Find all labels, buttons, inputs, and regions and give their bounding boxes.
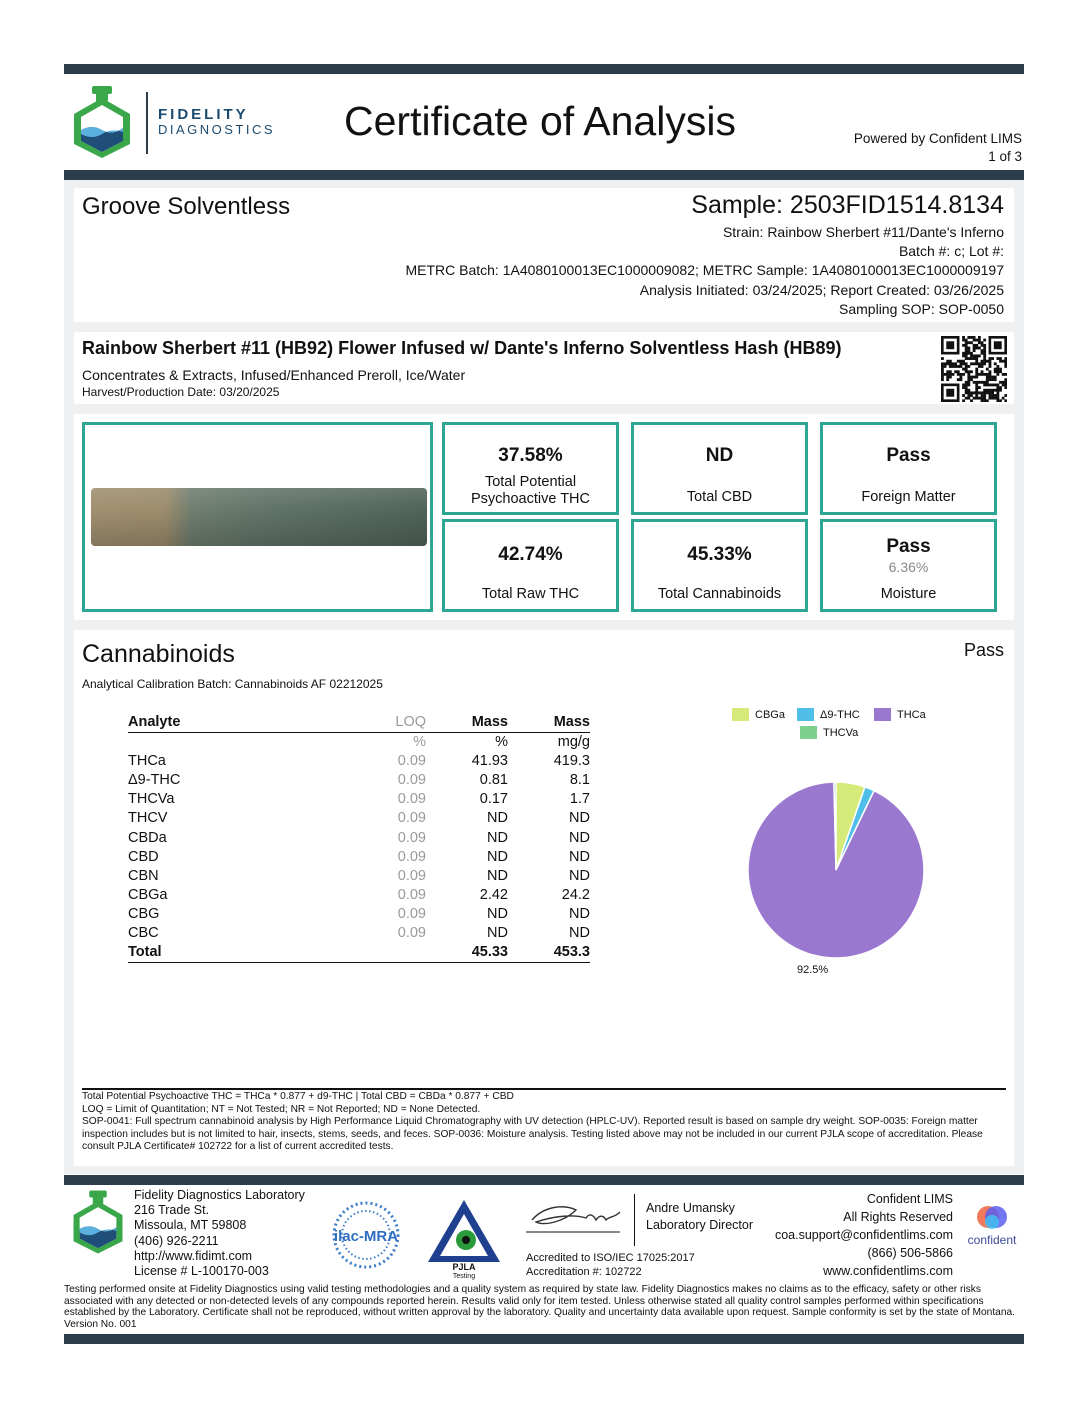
total-thc-label-line2: Psychoactive THC bbox=[471, 491, 590, 507]
mass-mg-cell: 419.3 bbox=[553, 752, 590, 769]
pjla-text: PJLA bbox=[452, 1262, 476, 1272]
analyte-cell: THCVa bbox=[128, 791, 175, 808]
footer-top-bar bbox=[64, 1175, 1024, 1185]
footnote-abbrev: LOQ = Limit of Quantitation; NT = Not Tested; NR = Not Reported; ND = None Detected. bbox=[82, 1103, 481, 1115]
lab-city: Missoula, MT 59808 bbox=[134, 1218, 247, 1233]
loq-cell: 0.09 bbox=[397, 887, 426, 904]
mass-pct-cell: 2.42 bbox=[479, 887, 508, 904]
total-cbd-box bbox=[631, 422, 808, 515]
confident-email[interactable]: coa.support@confidentlims.com bbox=[774, 1228, 953, 1242]
mass-mg-cell: ND bbox=[569, 829, 590, 846]
sampling-sop: Sampling SOP: SOP-0050 bbox=[839, 301, 1004, 317]
ilac-mra-text: ilac-MRA bbox=[333, 1228, 399, 1245]
director-title: Laboratory Director bbox=[646, 1218, 753, 1232]
unit-mass-mg: mg/g bbox=[557, 733, 590, 750]
raw-thc-box bbox=[442, 519, 619, 612]
pjla-logo bbox=[426, 1198, 502, 1280]
analyte-cell: THCa bbox=[128, 752, 166, 769]
mass-pct-cell: 0.81 bbox=[479, 771, 508, 788]
accreditation-iso: Accredited to ISO/IEC 17025:2017 bbox=[526, 1252, 695, 1264]
product-title: Rainbow Sherbert #11 (HB92) Flower Infused w/ Dante's Inferno Solventless Hash (HB89) bbox=[82, 338, 842, 358]
fidelity-flask-logo-small bbox=[70, 1188, 126, 1256]
footnote-rule bbox=[82, 1088, 1006, 1090]
legend-swatch bbox=[874, 708, 891, 721]
lab-address bbox=[134, 1188, 305, 1279]
analyte-cell: THCV bbox=[128, 810, 168, 827]
table-header-row bbox=[128, 712, 590, 732]
total-thc-label-line1: Total Potential bbox=[484, 474, 577, 490]
mass-pct-cell: 41.93 bbox=[471, 752, 508, 769]
analyte-cell: CBD bbox=[128, 848, 159, 865]
table-row bbox=[128, 790, 590, 809]
sample-id: Sample: 2503FID1514.8134 bbox=[691, 191, 1004, 219]
mass-pct-cell: ND bbox=[487, 906, 508, 923]
analyte-cell: CBG bbox=[128, 906, 160, 923]
loq-cell: 0.09 bbox=[397, 791, 426, 808]
accreditation-info bbox=[526, 1251, 695, 1279]
brand-name: FIDELITY bbox=[158, 106, 249, 123]
header-analyte: Analyte bbox=[128, 712, 358, 732]
total-cbd-value: ND bbox=[705, 445, 734, 466]
brand-subtitle: DIAGNOSTICS bbox=[158, 122, 276, 137]
total-cannabinoids-value: 45.33% bbox=[687, 544, 752, 565]
mass-pct-cell: ND bbox=[487, 848, 508, 865]
analyte-cell: CBC bbox=[128, 925, 159, 942]
mass-pct-cell: ND bbox=[487, 867, 508, 884]
header-mass-mg: Mass bbox=[508, 712, 590, 732]
total-label-cell: Total bbox=[128, 943, 358, 962]
total-cannabinoids-label: Total Cannabinoids bbox=[657, 586, 782, 602]
total-pct-cell: 45.33 bbox=[426, 943, 508, 962]
pjla-testing-text: Testing bbox=[452, 1273, 476, 1280]
mass-mg-cell: ND bbox=[569, 906, 590, 923]
table-row bbox=[128, 828, 590, 847]
legend-swatch bbox=[800, 726, 817, 739]
analyte-cell: CBN bbox=[128, 867, 159, 884]
loq-cell: 0.09 bbox=[397, 810, 426, 827]
product-photo bbox=[91, 488, 427, 546]
total-thc-box bbox=[442, 422, 619, 515]
mass-pct-cell: ND bbox=[487, 810, 508, 827]
foreign-matter-box bbox=[820, 422, 997, 515]
page-number: 1 of 3 bbox=[988, 149, 1022, 164]
confident-lims-info bbox=[775, 1190, 953, 1280]
lab-phone: (406) 926-2211 bbox=[134, 1233, 219, 1248]
header-loq: LOQ bbox=[358, 712, 426, 732]
loq-cell: 0.09 bbox=[397, 925, 426, 942]
lab-website[interactable]: http://www.fidimt.com bbox=[134, 1248, 253, 1263]
analyte-cell: Δ9-THC bbox=[128, 771, 181, 788]
footnote-formula: Total Potential Psychoactive THC = THCa * 0.877 + d9-THC | Total CBD = CBDa * 0.877 + CBD bbox=[82, 1091, 514, 1102]
qr-code[interactable] bbox=[941, 336, 1007, 402]
confident-phone: (866) 506-5866 bbox=[867, 1246, 953, 1260]
pie-slice-label-thca: 92.5% bbox=[797, 964, 829, 976]
batch: Batch #: c; Lot #: bbox=[898, 243, 1004, 259]
analyte-cell: CBGa bbox=[128, 887, 168, 904]
brand-separator bbox=[146, 92, 148, 154]
loq-cell: 0.09 bbox=[397, 867, 426, 884]
unit-loq: % bbox=[413, 733, 426, 750]
fidelity-flask-logo bbox=[70, 84, 134, 160]
legend-label: CBGa bbox=[755, 708, 785, 721]
strain: Strain: Rainbow Sherbert #11/Dante's Inferno bbox=[722, 224, 1004, 240]
cannabinoid-table bbox=[128, 712, 590, 963]
mass-mg-cell: ND bbox=[569, 810, 590, 827]
product-photo-frame bbox=[82, 422, 433, 612]
page-title: Certificate of Analysis bbox=[344, 98, 736, 144]
cannabinoids-title: Cannabinoids bbox=[82, 640, 235, 668]
total-row bbox=[128, 943, 590, 962]
legend-label: THCa bbox=[897, 708, 926, 721]
footer-bottom-bar bbox=[64, 1334, 1024, 1344]
ilac-mra-logo bbox=[328, 1200, 404, 1270]
mass-mg-cell: ND bbox=[569, 867, 590, 884]
total-mg-cell: 453.3 bbox=[508, 943, 590, 962]
legend-item-thcva bbox=[800, 726, 858, 739]
legend-item-d9thc bbox=[797, 708, 860, 721]
lab-name: Fidelity Diagnostics Laboratory bbox=[134, 1188, 305, 1202]
table-row bbox=[128, 905, 590, 924]
mass-mg-cell: 24.2 bbox=[561, 887, 590, 904]
lab-license: License # L-100170-003 bbox=[134, 1264, 269, 1279]
moisture-box bbox=[820, 519, 997, 612]
loq-cell: 0.09 bbox=[397, 906, 426, 923]
cannabinoid-pie-chart bbox=[740, 774, 932, 966]
confident-rights: All Rights Reserved bbox=[843, 1210, 953, 1224]
table-row bbox=[128, 886, 590, 905]
footnote bbox=[82, 1091, 1006, 1154]
legend-label: Δ9-THC bbox=[820, 708, 860, 721]
total-thc-label bbox=[445, 474, 616, 508]
director-info bbox=[646, 1200, 753, 1234]
confident-website[interactable]: www.confidentlims.com bbox=[823, 1264, 953, 1278]
cannabinoids-result: Pass bbox=[963, 640, 1004, 660]
legend-swatch bbox=[732, 708, 749, 721]
total-cannabinoids-box bbox=[631, 519, 808, 612]
confident-name: Confident LIMS bbox=[866, 1192, 953, 1206]
lab-street: 216 Trade St. bbox=[134, 1203, 210, 1218]
header-mass-pct: Mass bbox=[426, 712, 508, 732]
harvest-date: Harvest/Production Date: 03/20/2025 bbox=[82, 385, 280, 399]
mass-pct-cell: 0.17 bbox=[479, 791, 508, 808]
table-row bbox=[128, 866, 590, 885]
legal-disclaimer: Testing performed onsite at Fidelity Diagnostics using valid testing methodologies and a quality system as required by state law. Fidelity Diagnostics makes no claims as to the efficacy, safety or other risks associated with any detected or non-detected levels of any compounds reported herein. Results valid only for item tested. Unless otherwise stated all quality control samples performed within specifications established by the Laboratory. Certificate shall not be reproduced, without written approval by the laboratory. Quality and uncertainty data available upon request. Sample conformity is set by the state of Montana. Version No. 001 bbox=[64, 1284, 1015, 1330]
loq-cell: 0.09 bbox=[397, 752, 426, 769]
foreign-matter-value: Pass bbox=[886, 445, 931, 466]
foreign-matter-label: Foreign Matter bbox=[861, 489, 956, 505]
header-bottom-bar bbox=[64, 170, 1024, 180]
legend-item-thca bbox=[874, 708, 926, 721]
table-row bbox=[128, 809, 590, 828]
director-signature bbox=[524, 1196, 634, 1234]
confident-logo-text: confident bbox=[967, 1233, 1017, 1247]
table-row bbox=[128, 924, 590, 943]
analyte-cell: CBDa bbox=[128, 829, 167, 846]
total-loq-cell bbox=[358, 943, 426, 962]
legend-item-cbga bbox=[732, 708, 785, 721]
table-row bbox=[128, 847, 590, 866]
moisture-sub: 6.36% bbox=[888, 559, 929, 575]
analysis-dates: Analysis Initiated: 03/24/2025; Report Created: 03/26/2025 bbox=[639, 282, 1004, 298]
powered-by: Powered by Confident LIMS bbox=[853, 131, 1022, 146]
raw-thc-value: 42.74% bbox=[498, 544, 563, 565]
total-cbd-label: Total CBD bbox=[686, 489, 753, 505]
moisture-label: Moisture bbox=[880, 586, 937, 602]
top-bar bbox=[64, 64, 1024, 74]
loq-cell: 0.09 bbox=[397, 848, 426, 865]
mass-mg-cell: ND bbox=[569, 848, 590, 865]
legend-swatch bbox=[797, 708, 814, 721]
loq-cell: 0.09 bbox=[397, 771, 426, 788]
product-category: Concentrates & Extracts, Infused/Enhanced Preroll, Ice/Water bbox=[82, 367, 466, 383]
footnote-methods: SOP-0041: Full spectrum cannabinoid analysis by High Performance Liquid Chromatography with UV detection (HPLC-UV). Reported result is based on sample dry weight. SOP-0035: Foreign matter inspection includes but is not limited to hair, insects, stems, seeds, and feces. SOP-0036: Moisture analysis. Testing listed above may not be included in our current PJLA scope of accreditation. Please consult PJLA Certificate# 102722 for a list of current accredited tests. bbox=[82, 1116, 983, 1153]
mass-pct-cell: ND bbox=[487, 925, 508, 942]
director-name: Andre Umansky bbox=[646, 1201, 735, 1215]
accreditation-number: Accreditation #: 102722 bbox=[526, 1266, 642, 1278]
unit-mass-pct: % bbox=[495, 733, 508, 750]
legend-label: THCVa bbox=[823, 726, 859, 739]
table-row bbox=[128, 770, 590, 789]
loq-cell: 0.09 bbox=[397, 829, 426, 846]
raw-thc-label: Total Raw THC bbox=[481, 586, 580, 602]
mass-mg-cell: 1.7 bbox=[569, 791, 590, 808]
metrc-info: METRC Batch: 1A4080100013EC1000009082; METRC Sample: 1A4080100013EC1000009197 bbox=[405, 262, 1004, 278]
mass-pct-cell: ND bbox=[487, 829, 508, 846]
confident-logo bbox=[962, 1202, 1022, 1250]
mass-mg-cell: 8.1 bbox=[569, 771, 590, 788]
calibration-batch: Analytical Calibration Batch: Cannabinoids AF 02212025 bbox=[82, 677, 383, 691]
moisture-value: Pass bbox=[886, 536, 931, 557]
signature-divider bbox=[634, 1194, 635, 1246]
total-thc-value: 37.58% bbox=[498, 445, 563, 466]
client-name: Groove Solventless bbox=[82, 193, 291, 220]
mass-mg-cell: ND bbox=[569, 925, 590, 942]
table-row bbox=[128, 751, 590, 770]
units-row bbox=[128, 732, 590, 751]
